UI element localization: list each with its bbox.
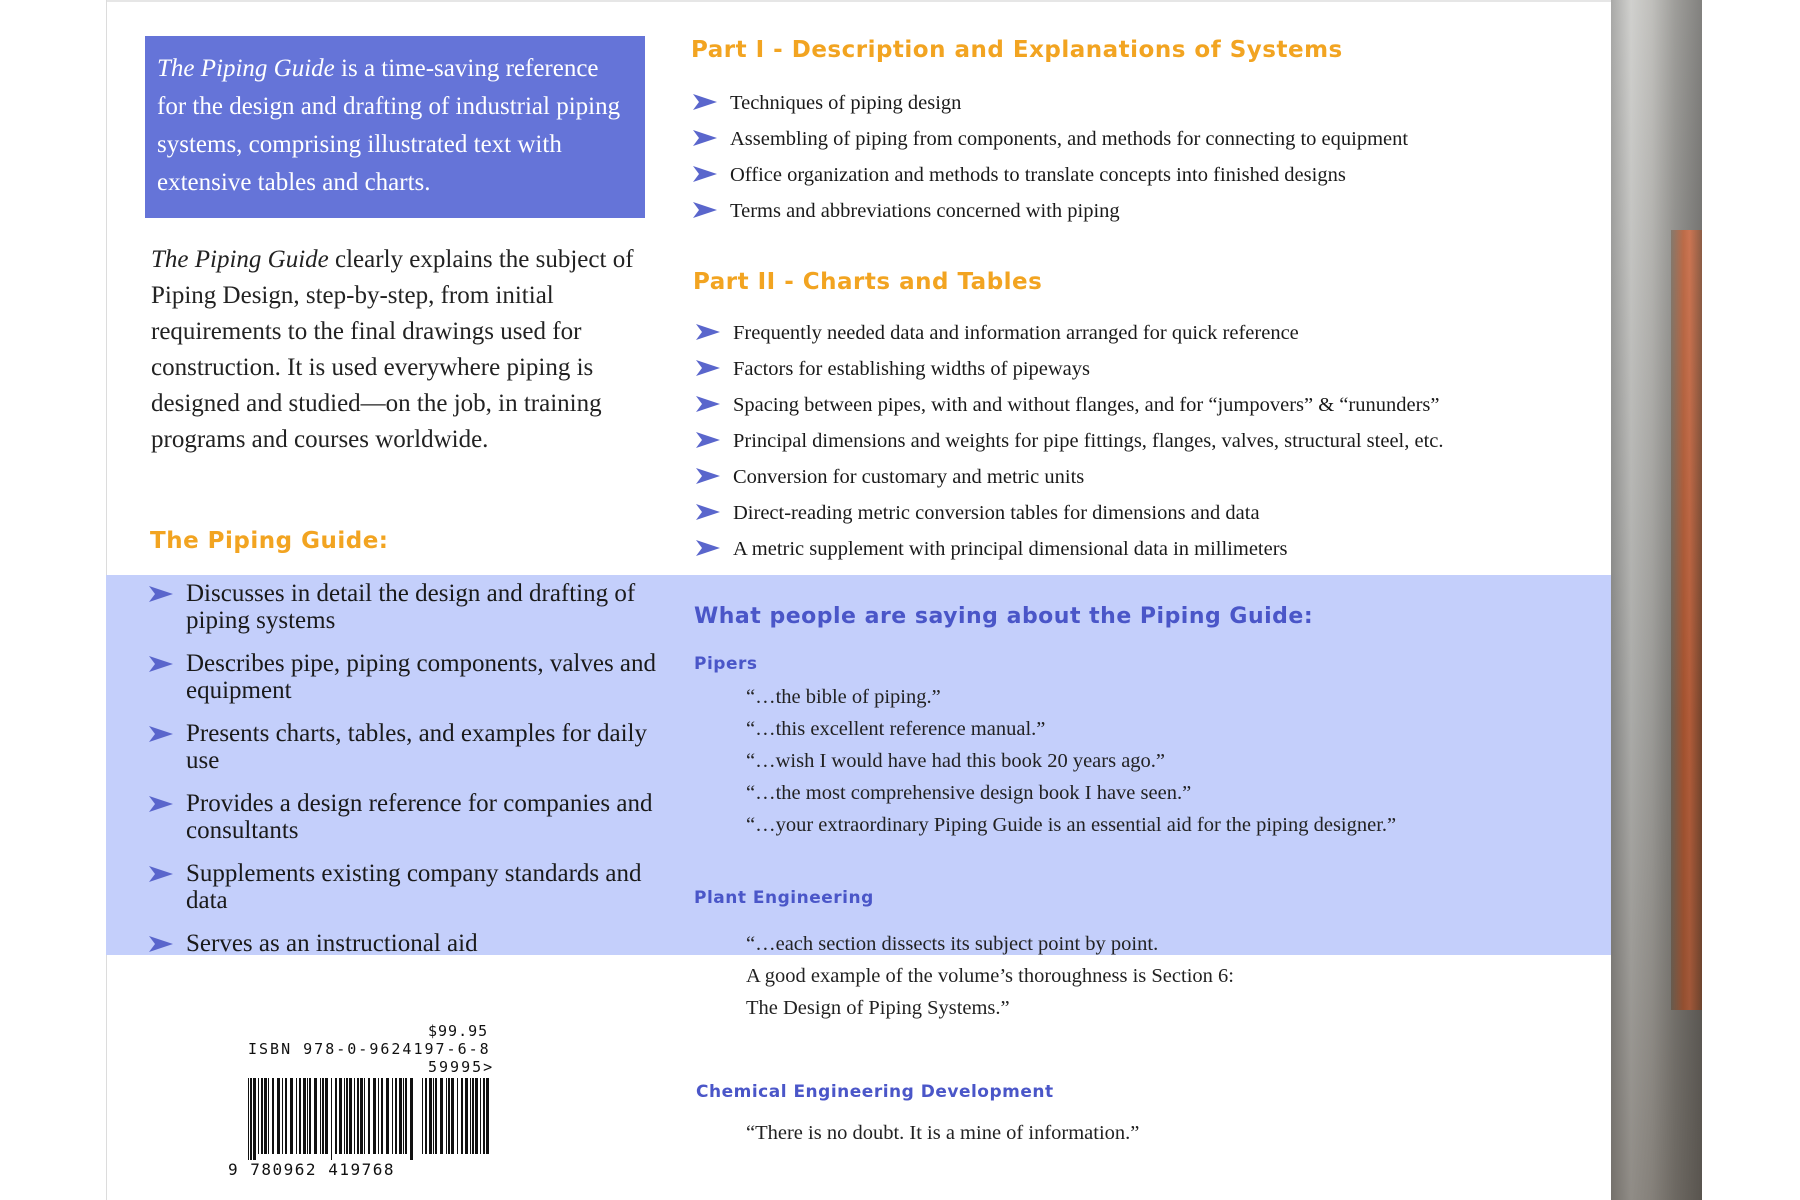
barcode-bar — [258, 1078, 259, 1154]
isbn: ISBN 978-0-9624197-6-8 — [248, 1040, 491, 1058]
background-photo-strip — [1611, 0, 1702, 1200]
intro-text: is a time-saving reference for the design and drafting of industrial piping systems, comprising illustrated text with extensive tables and charts. — [157, 55, 621, 196]
barcode-bar — [339, 1078, 342, 1154]
barcode-bar — [386, 1078, 389, 1154]
list-item-text: Supplements existing company standards and data — [186, 860, 642, 914]
quote-line: The Design of Piping Systems.” — [746, 997, 1010, 1019]
list-item-text: Terms and abbreviations concerned with piping — [730, 200, 1120, 222]
list-item — [695, 318, 1595, 354]
barcode-addon-number: 59995> — [428, 1058, 495, 1076]
arrow-bullet-icon — [692, 129, 718, 147]
list-item-text: Factors for establishing widths of pipeways — [733, 358, 1090, 380]
list-item — [148, 930, 668, 957]
barcode-bar — [360, 1078, 363, 1154]
barcode-bar — [264, 1078, 267, 1154]
barcode-bar — [296, 1078, 297, 1154]
barcode-bar — [480, 1078, 481, 1154]
list-item-text: Presents charts, tables, and examples for daily use — [186, 720, 647, 774]
quote-line: “…each section dissects its subject point by point. — [746, 933, 1159, 955]
intro-box — [145, 36, 645, 218]
arrow-bullet-icon — [692, 201, 718, 219]
barcode-bar — [461, 1078, 463, 1154]
barcode-bar — [470, 1078, 471, 1154]
arrow-bullet-icon — [695, 395, 721, 413]
barcode-bar — [320, 1078, 321, 1154]
arrow-bullet-icon — [148, 795, 174, 813]
arrow-bullet-icon — [695, 431, 721, 449]
arrow-bullet-icon — [148, 585, 174, 603]
description-title: The Piping Guide — [151, 246, 329, 273]
list-item-text: Principal dimensions and weights for pipe fittings, flanges, valves, structural steel, etc. — [733, 430, 1444, 452]
plant-engineering-quotes — [746, 928, 1234, 1024]
list-item — [148, 650, 668, 704]
list-item-text: Provides a design reference for companies and consultants — [186, 790, 653, 844]
arrow-bullet-icon — [692, 165, 718, 183]
barcode-bar — [344, 1078, 345, 1154]
description-text: clearly explains the subject of Piping Design, step-by-step, from initial requirements to the final drawings used for construction. It is used everywhere piping is designed and studied—on the job, in training programs and courses worldwide. — [151, 246, 634, 453]
barcode-bar — [364, 1078, 365, 1154]
barcode-bar — [446, 1078, 447, 1154]
arrow-bullet-icon — [148, 865, 174, 883]
list-item-text: Conversion for customary and metric units — [733, 466, 1085, 488]
testimonials-heading: What people are saying about the Piping Guide: — [694, 604, 1314, 629]
guide-heading: The Piping Guide: — [150, 528, 389, 554]
barcode-bar — [335, 1078, 337, 1154]
barcode-bar — [440, 1078, 443, 1154]
barcode-bar — [483, 1078, 485, 1154]
list-item-text: Assembling of piping from components, and methods for connecting to equipment — [730, 128, 1409, 150]
list-item — [692, 88, 1552, 124]
arrow-bullet-icon — [148, 655, 174, 673]
barcode-bar — [325, 1078, 328, 1154]
barcode-bar — [457, 1078, 458, 1154]
barcode-addon-bars — [422, 1078, 492, 1160]
list-item — [695, 390, 1595, 426]
barcode-bar — [381, 1078, 383, 1154]
barcode-bar — [433, 1078, 434, 1154]
arrow-bullet-icon — [695, 539, 721, 557]
barcode-bar — [253, 1078, 256, 1160]
guide-list — [148, 580, 668, 973]
arrow-bullet-icon — [692, 93, 718, 111]
barcode-bar — [248, 1078, 249, 1160]
list-item-text: Describes pipe, piping components, valves and equipment — [186, 650, 657, 704]
part1-heading: Part I - Description and Explanations of Systems — [691, 37, 1343, 63]
barcode-bar — [425, 1078, 427, 1154]
barcode-bar — [357, 1078, 359, 1154]
list-item — [148, 720, 668, 774]
barcode-bar — [422, 1078, 423, 1154]
barcode-bar — [309, 1078, 311, 1154]
barcode-bar — [410, 1078, 413, 1160]
page-edge — [106, 0, 1611, 2]
barcode-bar — [268, 1078, 269, 1154]
quote-line: “…the bible of piping.” — [746, 686, 941, 708]
barcode-bar — [277, 1078, 280, 1154]
barcode-bar — [465, 1078, 468, 1154]
quote-line: “…the most comprehensive design book I have seen.” — [746, 782, 1192, 804]
quote-line: “…wish I would have had this book 20 years ago.” — [746, 750, 1166, 772]
photo-shade — [1611, 0, 1702, 1200]
barcode-bar — [448, 1078, 450, 1154]
barcode-bar — [399, 1078, 402, 1154]
barcode-bar — [261, 1078, 263, 1154]
quote-line: “There is no doubt. It is a mine of information.” — [746, 1122, 1140, 1144]
arrow-bullet-icon — [695, 359, 721, 377]
barcode-bar — [435, 1078, 437, 1154]
list-item-text: Techniques of piping design — [730, 92, 962, 114]
barcode-bar — [378, 1078, 379, 1154]
list-item — [148, 790, 668, 844]
list-item-text: Serves as an instructional aid — [186, 930, 478, 957]
intro-title: The Piping Guide — [157, 55, 335, 82]
barcode-bars — [248, 1078, 416, 1160]
part2-list — [695, 318, 1595, 570]
chemical-engineering-label: Chemical Engineering Development — [696, 1082, 1054, 1102]
barcode-digits: 9 780962 419768 — [228, 1160, 395, 1179]
plant-engineering-label: Plant Engineering — [694, 888, 874, 908]
arrow-bullet-icon — [148, 725, 174, 743]
barcode-bar — [290, 1078, 293, 1154]
chemical-engineering-quotes — [746, 1117, 1139, 1149]
pipers-quotes — [746, 681, 1396, 841]
arrow-bullet-icon — [695, 323, 721, 341]
list-item-text: Direct-reading metric conversion tables for dimensions and data — [733, 502, 1260, 524]
barcode-bar — [346, 1078, 348, 1154]
description-paragraph — [151, 242, 671, 458]
barcode-bar — [486, 1078, 489, 1154]
barcode-bar — [475, 1078, 478, 1154]
barcode-bar — [373, 1078, 376, 1154]
barcode-bar — [349, 1078, 352, 1154]
pipers-label: Pipers — [694, 654, 758, 674]
barcode — [228, 1020, 528, 1180]
barcode-bar — [451, 1078, 454, 1154]
barcode-bar — [250, 1078, 252, 1160]
list-item — [695, 534, 1595, 570]
barcode-bar — [303, 1078, 306, 1154]
list-item-text: Spacing between pipes, with and without flanges, and for “jumpovers” & “rununders” — [733, 394, 1440, 416]
barcode-bar — [322, 1078, 324, 1154]
barcode-bar — [331, 1078, 332, 1160]
price: $99.95 — [428, 1022, 489, 1040]
list-item-text: A metric supplement with principal dimensional data in millimeters — [733, 538, 1288, 560]
list-item-text: Discusses in detail the design and drafting of piping systems — [186, 580, 636, 634]
quote-line: “…your extraordinary Piping Guide is an essential aid for the piping designer.” — [746, 814, 1397, 836]
list-item-text: Frequently needed data and information arranged for quick reference — [733, 322, 1299, 344]
barcode-bar — [299, 1078, 301, 1154]
list-item — [148, 580, 668, 634]
barcode-bar — [354, 1078, 355, 1154]
arrow-bullet-icon — [695, 503, 721, 521]
arrow-bullet-icon — [695, 467, 721, 485]
barcode-bar — [285, 1078, 287, 1154]
list-item — [148, 860, 668, 914]
barcode-bar — [403, 1078, 404, 1154]
list-item — [692, 124, 1552, 160]
barcode-bar — [405, 1078, 407, 1154]
barcode-bar — [272, 1078, 274, 1154]
barcode-bar — [392, 1078, 393, 1154]
quote-line: A good example of the volume’s thoroughness is Section 6: — [746, 965, 1234, 987]
list-item-text: Office organization and methods to translate concepts into finished designs — [730, 164, 1346, 186]
barcode-bar — [368, 1078, 370, 1154]
part2-heading: Part II - Charts and Tables — [693, 269, 1043, 295]
quote-line: “…this excellent reference manual.” — [746, 718, 1046, 740]
list-item — [695, 498, 1595, 534]
list-item — [692, 196, 1552, 232]
barcode-bar — [314, 1078, 317, 1154]
barcode-bar — [472, 1078, 474, 1154]
list-item — [695, 426, 1595, 462]
barcode-bar — [307, 1078, 308, 1154]
barcode-bar — [395, 1078, 397, 1154]
list-item — [695, 354, 1595, 390]
arrow-bullet-icon — [148, 935, 174, 953]
list-item — [695, 462, 1595, 498]
part1-list — [692, 88, 1552, 232]
barcode-bar — [429, 1078, 432, 1154]
barcode-bar — [282, 1078, 283, 1154]
list-item — [692, 160, 1552, 196]
